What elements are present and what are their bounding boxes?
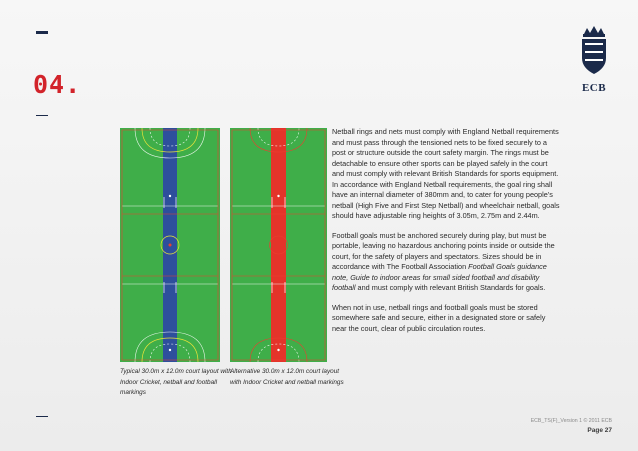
court-diagram-typical — [120, 128, 220, 362]
football-goals-text-end: and must comply with relevant British Standards for goals. — [355, 283, 546, 292]
paragraph-netball-rings: Netball rings and nets must comply with England Netball requirements and must pass through the tensioned nets to be fixed securely to a post or structure outside the court safety margin. The rings must be detachable to ensure other sports can be played safely in the court and must comply with relevant British Standards for sports equipment. In accordance with England Netball requirements, the goal ring shall have an internal diameter of 380mm and, to cater for young people's netball (High Five and First Step Netball) and wheelchair netball, goals should have adjustable ring heights of 3.05m, 2.75m and 2.44m. — [332, 127, 560, 220]
ecb-logo-text: ECB — [581, 82, 607, 94]
document-reference: ECB_TS(F)_Version 1 © 2011 ECB — [530, 418, 612, 424]
paragraph-storage: When not in use, netball rings and football goals must be stored somewhere safe and secure, either in a designated store or safely near the court, clear of public circulation routes. — [332, 302, 546, 333]
section-number: 04. — [33, 70, 82, 99]
bottom-dash — [36, 416, 48, 417]
football-goals-text: Football goals must be anchored securely during play, but must be portable, leaving no hazardous anchoring points inside or outside the court, for the safety of players and spectators. Sizes should be in accordance with The Football Association — [332, 230, 555, 271]
caption-typical-court: Typical 30.0m x 12.0m court layout with Indoor Cricket, netball and football markings — [120, 368, 232, 396]
mid-dash — [36, 115, 48, 116]
caption-alternative-court: Alternative 30.0m x 12.0m court layout with Indoor Cricket and netball markings — [230, 368, 344, 386]
ecb-crest-logo — [574, 24, 614, 84]
page-number: Page 27 — [587, 427, 612, 434]
paragraph-football-goals — [332, 231, 560, 294]
fa-guidance-title: Football Goals guidance note, Guide to indoor areas for small sided football and disability football — [332, 262, 547, 292]
body-text — [332, 127, 560, 343]
court-diagram-alternative — [230, 128, 327, 362]
top-dash — [36, 31, 48, 34]
